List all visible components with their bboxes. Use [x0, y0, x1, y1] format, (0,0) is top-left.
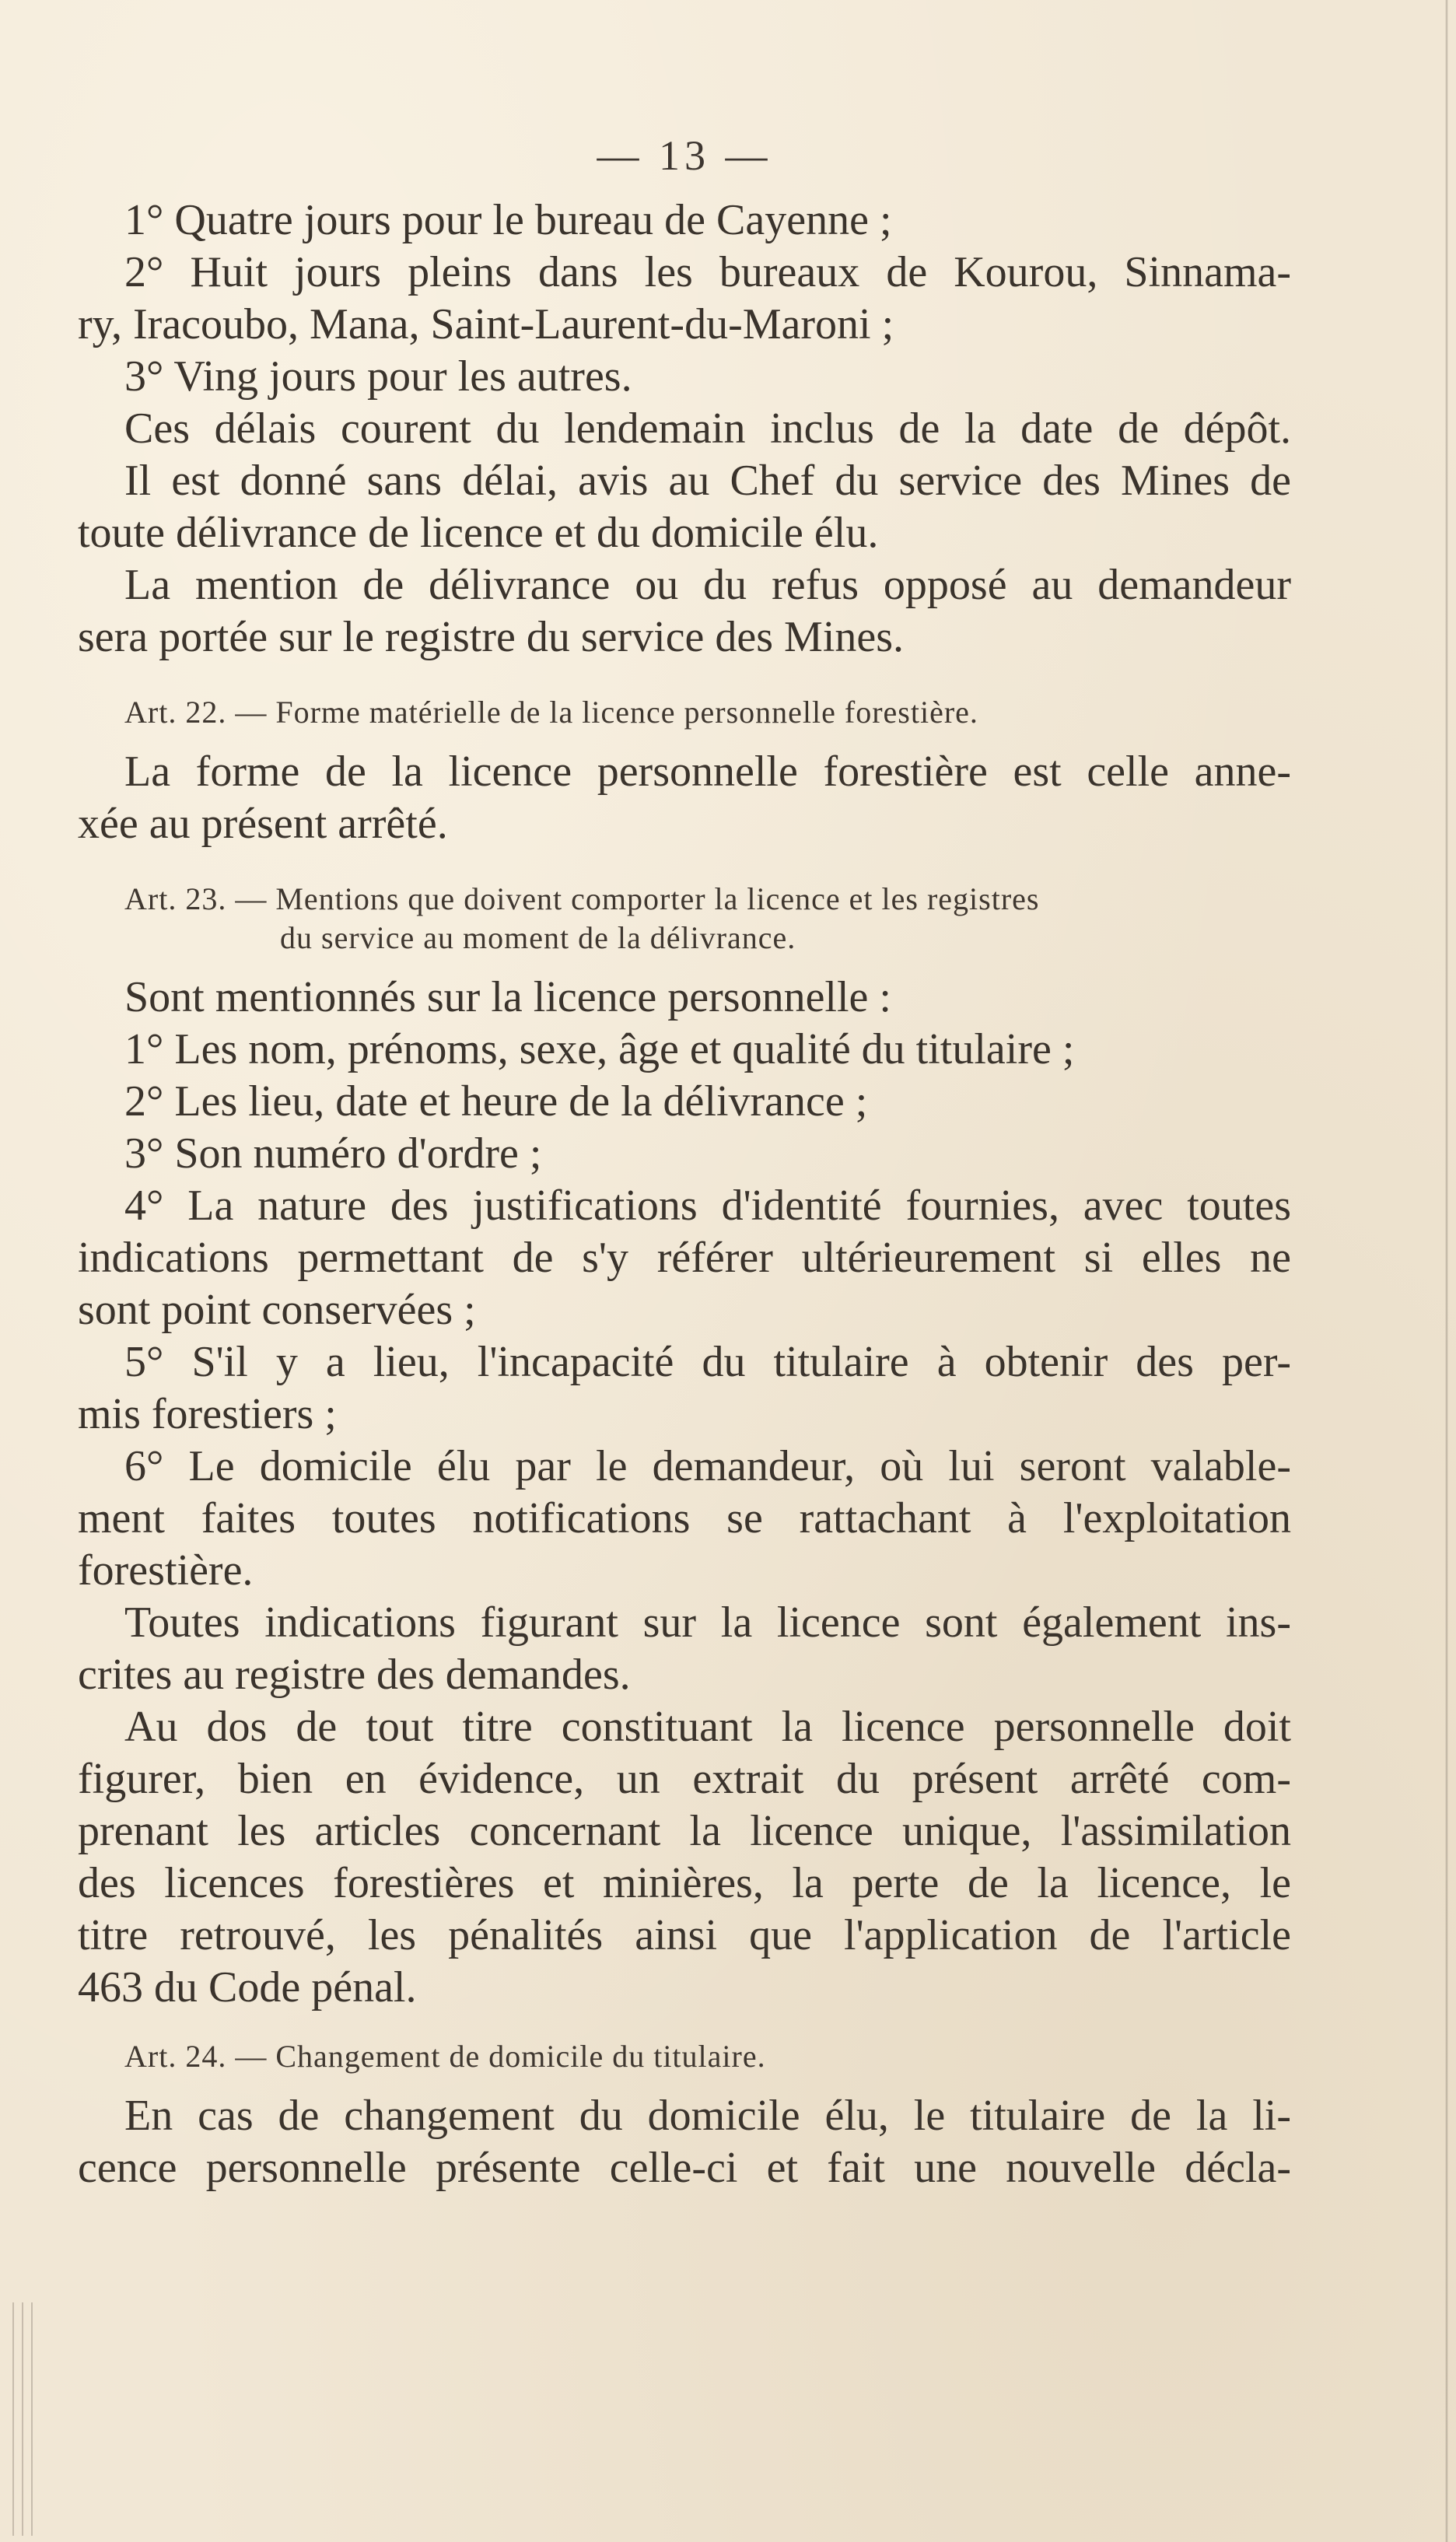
list-item: 5° S'il y a lieu, l'incapacité du titulaire à obtenir des per- — [124, 1338, 1291, 1386]
text-line: ry, Iracoubo, Mana, Saint-Laurent-du-Maroni ; — [78, 300, 894, 348]
text-line: des licences forestières et minières, la perte de la licence, le — [78, 1859, 1291, 1907]
margin-marks — [9, 2302, 40, 2536]
text-line: 2° Huit jours pleins dans les bureaux de Kourou, Sinnama- — [124, 248, 1291, 296]
text-line: sera portée sur le registre du service des Mines. — [78, 613, 905, 661]
text-line: 1° Quatre jours pour le bureau de Cayenne ; — [124, 196, 892, 244]
text-line: Ces délais courent du lendemain inclus de la date de dépôt. — [124, 404, 1291, 453]
text-line: toute délivrance de licence et du domicile élu. — [78, 509, 879, 557]
page-number: — 13 — — [597, 132, 772, 179]
text-line: Au dos de tout titre constituant la licence personnelle doit — [124, 1703, 1291, 1751]
list-item: 2° Les lieu, date et heure de la délivrance ; — [124, 1077, 868, 1126]
text-line: Sont mentionnés sur la licence personnelle : — [124, 973, 891, 1021]
text-line: En cas de changement du domicile élu, le titulaire de la li- — [124, 2092, 1291, 2140]
article-heading-continued: du service au moment de la délivrance. — [280, 920, 796, 955]
text-line: cence personnelle présente celle-ci et fait une nouvelle décla- — [78, 2144, 1291, 2192]
text-line: prenant les articles concernant la licence unique, l'assimilation — [78, 1807, 1291, 1855]
text-line: indications permettant de s'y référer ultérieurement si elles ne — [78, 1234, 1291, 1282]
page-text — [78, 131, 1291, 2194]
article-heading: Art. 23. — Mentions que doivent comporter la licence et les registres — [124, 881, 1040, 916]
text-line: mis forestiers ; — [78, 1390, 337, 1438]
text-line: ment faites toutes notifications se rattachant à l'exploitation — [78, 1494, 1291, 1542]
text-line: forestière. — [78, 1546, 254, 1595]
text-line: sont point conservées ; — [78, 1286, 476, 1334]
text-line: figurer, bien en évidence, un extrait du présent arrêté com- — [78, 1755, 1291, 1803]
list-item: 3° Son numéro d'ordre ; — [124, 1129, 542, 1178]
list-item: 6° Le domicile élu par le demandeur, où lui seront valable- — [124, 1442, 1291, 1490]
text-line: La forme de la licence personnelle forestière est celle anne- — [124, 748, 1291, 796]
text-line: Toutes indications figurant sur la licence sont également ins- — [124, 1598, 1291, 1647]
text-line: 3° Ving jours pour les autres. — [124, 352, 632, 401]
text-line: Il est donné sans délai, avis au Chef du service des Mines de — [124, 457, 1291, 505]
article-heading: Art. 22. — Forme matérielle de la licence personnelle forestière. — [124, 695, 978, 730]
page-edge-shadow — [1445, 0, 1448, 2542]
article-heading: Art. 24. — Changement de domicile du titulaire. — [124, 2039, 766, 2074]
list-item: 1° Les nom, prénoms, sexe, âge et qualité du titulaire ; — [124, 1025, 1075, 1073]
text-line: 463 du Code pénal. — [78, 1963, 417, 2012]
text-line: La mention de délivrance ou du refus opposé au demandeur — [124, 561, 1291, 609]
text-line: xée au présent arrêté. — [78, 800, 448, 848]
list-item: 4° La nature des justifications d'identité fournies, avec toutes — [124, 1182, 1291, 1230]
text-line: crites au registre des demandes. — [78, 1651, 631, 1699]
text-line: titre retrouvé, les pénalités ainsi que l'application de l'article — [78, 1911, 1291, 1959]
